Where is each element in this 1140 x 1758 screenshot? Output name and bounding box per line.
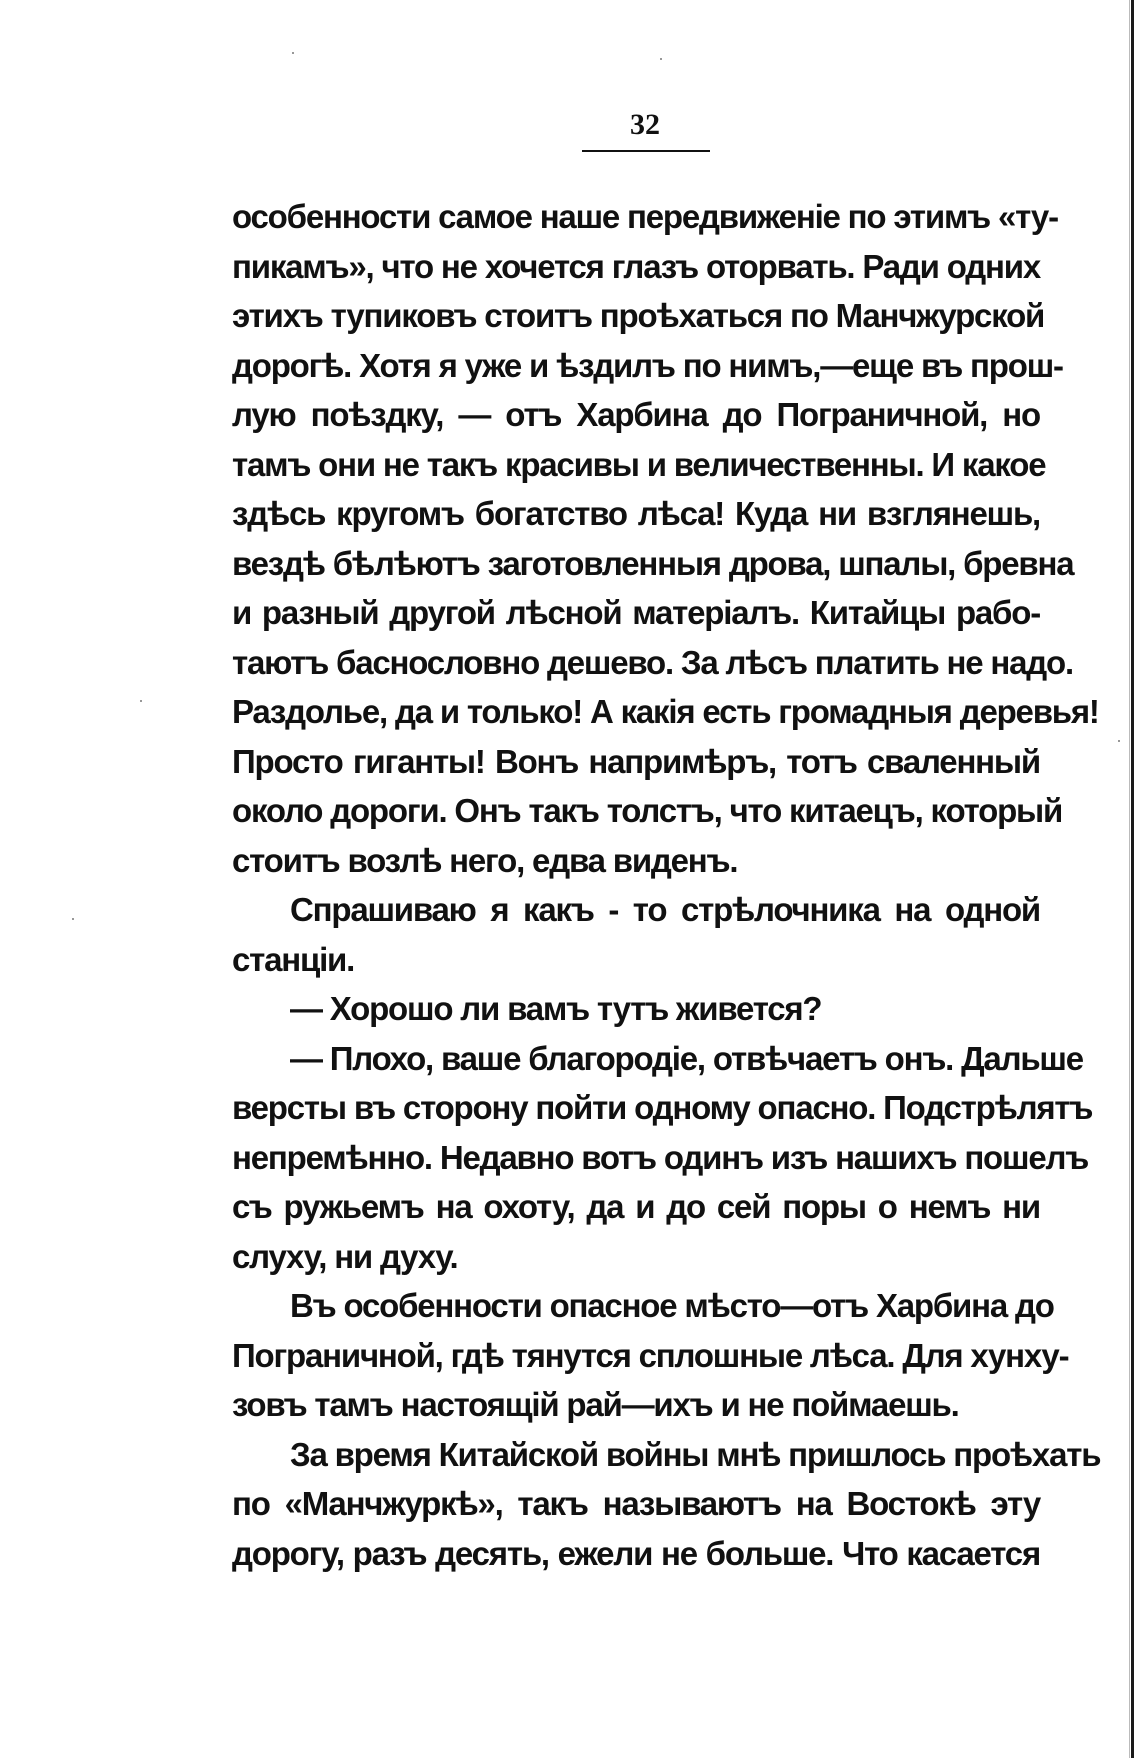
text-line: непремѣнно. Недавно вотъ одинъ изъ нашихъ пошелъ xyxy=(232,1138,1089,1176)
text-line: дорогѣ. Хотя я уже и ѣздилъ по нимъ,—еще въ прош- xyxy=(232,346,1063,384)
scan-speck xyxy=(292,52,294,54)
text-line: лую поѣздку, — отъ Харбина до Пограничной, но xyxy=(232,396,1040,433)
text-line: Пограничной, гдѣ тянутся сплошные лѣса. Для хунху- xyxy=(232,1336,1069,1374)
text-line: — Хорошо ли вамъ тутъ живется? xyxy=(290,990,822,1027)
text-line: съ ружьемъ на охоту, да и до сей поры о немъ ни xyxy=(232,1188,1040,1225)
scan-speck xyxy=(72,918,74,920)
text-line: Просто гиганты! Вонъ напримѣръ, тотъ сваленный xyxy=(232,742,1040,780)
text-line: и разный другой лѣсной матеріалъ. Китайцы рабо- xyxy=(232,594,1040,631)
text-line: этихъ тупиковъ стоитъ проѣхаться по Манчжурской xyxy=(232,297,1045,334)
text-line: таютъ баснословно дешево. За лѣсъ платить не надо. xyxy=(232,643,1073,681)
text-line: Раздолье, да и только! А какія есть громадныя деревья! xyxy=(232,693,1099,730)
text-line: особенности самое наше передвиженіе по этимъ «ту- xyxy=(232,198,1058,235)
text-line: версты въ сторону пойти одному опасно. Подстрѣлятъ xyxy=(232,1089,1093,1126)
text-line: стоитъ возлѣ него, едва виденъ. xyxy=(232,841,738,879)
text-line: Спрашиваю я какъ - то стрѣлочника на одной xyxy=(290,891,1040,928)
text-line: тамъ они не такъ красивы и величественны. И какое xyxy=(232,445,1046,483)
scan-speck xyxy=(1118,740,1120,742)
header-rule xyxy=(582,150,710,152)
body-text xyxy=(232,192,1101,1578)
text-line: вездѣ бѣлѣютъ заготовленныя дрова, шпалы, бревна xyxy=(232,544,1074,582)
text-line: станціи. xyxy=(232,940,355,978)
text-line: здѣсь кругомъ богатство лѣса! Куда ни взглянешь, xyxy=(232,495,1040,532)
scan-speck xyxy=(660,58,662,60)
text-line: около дороги. Онъ такъ толстъ, что китаецъ, который xyxy=(232,792,1063,829)
text-line: — Плохо, ваше благородіе, отвѣчаетъ онъ. Дальше xyxy=(290,1039,1083,1077)
page-number: 32 xyxy=(630,108,660,141)
text-line: За время Китайской войны мнѣ пришлось проѣхать xyxy=(290,1435,1101,1473)
page-edge xyxy=(1131,0,1134,1758)
text-line: слуху, ни духу. xyxy=(232,1237,458,1275)
scan-speck xyxy=(140,700,142,702)
text-line: пикамъ», что не хочется глазъ оторвать. Ради одних xyxy=(232,247,1040,285)
text-line: Въ особенности опасное мѣсто—отъ Харбина до xyxy=(290,1287,1054,1324)
text-line: дорогу, разъ десять, ежели не больше. Что касается xyxy=(232,1534,1040,1572)
page-edge-shadow xyxy=(1129,0,1130,1758)
text-line: зовъ тамъ настоящій рай—ихъ и не поймаешь. xyxy=(232,1386,959,1423)
text-line: по «Манчжуркѣ», такъ называютъ на Востокѣ эту xyxy=(232,1485,1040,1522)
